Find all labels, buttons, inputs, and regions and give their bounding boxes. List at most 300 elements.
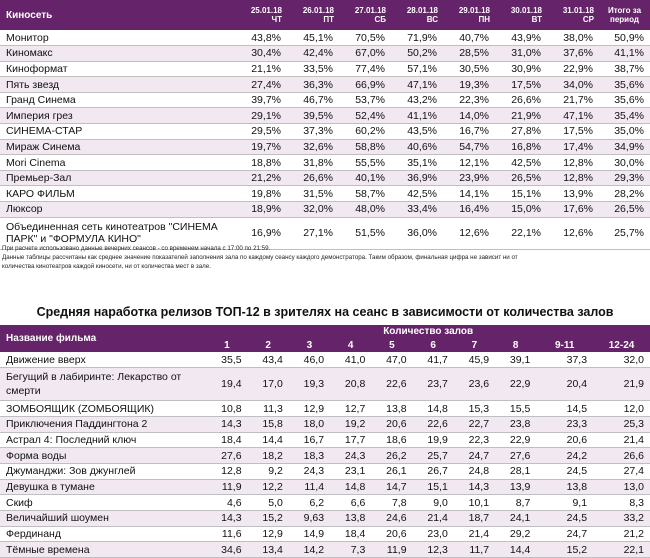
occupancy-cell: 31,5% [287, 186, 339, 202]
occupancy-cell: 22,9% [547, 61, 599, 77]
viewers-cell: 6,6 [330, 495, 371, 511]
viewers-cell: 35,5 [206, 352, 247, 368]
film-name: Величайший шоумен [0, 511, 206, 527]
occupancy-cell: 28,2% [599, 186, 650, 202]
occupancy-cell: 35,0% [599, 124, 650, 140]
occupancy-cell: 41,1% [391, 108, 443, 124]
column-header-halls: 3 [289, 338, 330, 352]
viewers-cell: 23,8 [495, 416, 536, 432]
table-row [0, 77, 650, 93]
table-row [0, 124, 650, 140]
viewers-cell: 26,2 [371, 448, 412, 464]
viewers-cell: 20,6 [536, 432, 593, 448]
viewers-cell: 13,8 [371, 401, 412, 417]
viewers-cell: 15,8 [248, 416, 289, 432]
table-row [0, 448, 650, 464]
occupancy-cell: 16,7% [443, 124, 495, 140]
viewers-cell: 7,8 [371, 495, 412, 511]
viewers-cell: 18,2 [248, 448, 289, 464]
viewers-cell: 10,8 [206, 401, 247, 417]
viewers-cell: 26,6 [593, 448, 650, 464]
viewers-cell: 14,8 [413, 401, 454, 417]
occupancy-cell: 54,7% [443, 139, 495, 155]
occupancy-cell: 57,1% [391, 61, 443, 77]
occupancy-cell: 34,0% [547, 77, 599, 93]
header-weekday: ВС [426, 15, 438, 24]
occupancy-cell: 38,7% [599, 61, 650, 77]
viewers-cell: 15,5 [495, 401, 536, 417]
occupancy-cell: 29,3% [599, 170, 650, 186]
note-line: Данные таблицы рассчитаны как среднее значение показателей заполнения зала по каждому сеансу каждого демонстратора. Таким образом, финальная цифра не зависит ни от [2, 254, 518, 261]
occupancy-cell: 12,8% [547, 170, 599, 186]
occupancy-cell: 29,5% [235, 124, 287, 140]
occupancy-cell: 21,9% [495, 108, 547, 124]
viewers-cell: 11,4 [289, 479, 330, 495]
viewers-cell: 14,3 [206, 416, 247, 432]
occupancy-cell: 14,0% [443, 108, 495, 124]
occupancy-cell: 27,8% [495, 124, 547, 140]
occupancy-cell: 35,6% [599, 77, 650, 93]
column-header-date [547, 0, 599, 30]
viewers-cell: 33,2 [593, 511, 650, 527]
occupancy-cell: 17,5% [495, 77, 547, 93]
viewers-cell: 8,3 [593, 495, 650, 511]
column-header-date [391, 0, 443, 30]
viewers-cell: 21,4 [413, 511, 454, 527]
viewers-cell: 28,1 [495, 463, 536, 479]
occupancy-cell: 30,5% [443, 61, 495, 77]
occupancy-cell: 32,6% [287, 139, 339, 155]
column-header-halls: 2 [248, 338, 289, 352]
occupancy-cell: 19,3% [443, 77, 495, 93]
occupancy-cell: 43,8% [235, 30, 287, 46]
viewers-cell: 13,0 [593, 479, 650, 495]
viewers-cell: 27,6 [495, 448, 536, 464]
viewers-cell: 14,3 [206, 511, 247, 527]
viewers-cell: 12,8 [206, 463, 247, 479]
table-row [0, 139, 650, 155]
column-header-halls: 7 [454, 338, 495, 352]
film-name: Скиф [0, 495, 206, 511]
viewers-cell: 23,7 [413, 368, 454, 401]
film-name: Джуманджи: Зов джунглей [0, 463, 206, 479]
viewers-cell: 13,4 [248, 542, 289, 558]
occupancy-cell: 37,3% [287, 124, 339, 140]
viewers-cell: 22,7 [454, 416, 495, 432]
occupancy-cell: 35,6% [599, 92, 650, 108]
viewers-cell: 6,2 [289, 495, 330, 511]
cinema-chain-name: Объединенная сеть кинотеатров "СИНЕМА ПАРК" и "ФОРМУЛА КИНО" [0, 217, 235, 249]
occupancy-cell: 36,9% [391, 170, 443, 186]
header-weekday: ПН [478, 15, 490, 24]
viewers-cell: 19,9 [413, 432, 454, 448]
occupancy-cell: 37,6% [547, 46, 599, 62]
column-header-halls: 4 [330, 338, 371, 352]
film-name: Движение вверх [0, 352, 206, 368]
cinema-occupancy-table [0, 0, 650, 250]
viewers-cell: 5,0 [248, 495, 289, 511]
table-row [0, 526, 650, 542]
occupancy-cell: 21,7% [547, 92, 599, 108]
occupancy-cell: 35,1% [391, 155, 443, 171]
column-group-halls: Количество залов [206, 325, 650, 338]
viewers-cell: 11,3 [248, 401, 289, 417]
viewers-cell: 18,4 [330, 526, 371, 542]
viewers-cell: 14,7 [371, 479, 412, 495]
column-header-halls: 8 [495, 338, 536, 352]
occupancy-cell: 30,4% [235, 46, 287, 62]
occupancy-cell: 52,4% [339, 108, 391, 124]
occupancy-cell: 45,1% [287, 30, 339, 46]
viewers-cell: 7,3 [330, 542, 371, 558]
occupancy-cell: 18,8% [235, 155, 287, 171]
occupancy-cell: 32,0% [287, 202, 339, 218]
column-header-date [287, 0, 339, 30]
viewers-cell: 24,5 [536, 463, 593, 479]
viewers-cell: 24,2 [536, 448, 593, 464]
table-row [0, 479, 650, 495]
viewers-cell: 18,6 [371, 432, 412, 448]
occupancy-cell: 42,5% [391, 186, 443, 202]
viewers-cell: 11,9 [206, 479, 247, 495]
viewers-cell: 11,6 [206, 526, 247, 542]
occupancy-cell: 39,5% [287, 108, 339, 124]
viewers-cell: 24,3 [289, 463, 330, 479]
occupancy-cell: 29,1% [235, 108, 287, 124]
occupancy-cell: 25,7% [599, 217, 650, 249]
occupancy-cell: 41,1% [599, 46, 650, 62]
viewers-cell: 22,1 [593, 542, 650, 558]
film-name: Тёмные времена [0, 542, 206, 558]
occupancy-cell: 16,4% [443, 202, 495, 218]
viewers-cell: 10,1 [454, 495, 495, 511]
film-name: Астрал 4: Последний ключ [0, 432, 206, 448]
viewers-cell: 20,8 [330, 368, 371, 401]
table-row [0, 30, 650, 46]
viewers-cell: 27,4 [593, 463, 650, 479]
viewers-cell: 4,6 [206, 495, 247, 511]
viewers-cell: 41,7 [413, 352, 454, 368]
table-row [0, 432, 650, 448]
release-halls-table [0, 325, 650, 558]
occupancy-cell: 58,7% [339, 186, 391, 202]
occupancy-cell: 26,5% [599, 202, 650, 218]
viewers-cell: 24,5 [536, 511, 593, 527]
table-row [0, 416, 650, 432]
viewers-cell: 13,9 [495, 479, 536, 495]
viewers-cell: 16,7 [289, 432, 330, 448]
viewers-cell: 18,3 [289, 448, 330, 464]
occupancy-cell: 12,8% [547, 155, 599, 171]
occupancy-cell: 12,1% [443, 155, 495, 171]
header-weekday: СР [582, 15, 594, 24]
viewers-cell: 25,3 [593, 416, 650, 432]
viewers-cell: 22,6 [413, 416, 454, 432]
viewers-cell: 15,2 [536, 542, 593, 558]
viewers-cell: 9,0 [413, 495, 454, 511]
table2-title: Средняя наработка релизов ТОП-12 в зрителях на сеанс в зависимости от количества залов [36, 305, 614, 319]
occupancy-cell: 18,9% [235, 202, 287, 218]
viewers-cell: 14,4 [495, 542, 536, 558]
viewers-cell: 18,0 [289, 416, 330, 432]
header-date: 29.01.18 [458, 6, 490, 15]
occupancy-cell: 17,5% [547, 124, 599, 140]
header-date: 28.01.18 [406, 6, 438, 15]
table-row [0, 202, 650, 218]
occupancy-cell: 13,9% [547, 186, 599, 202]
cinema-chain-name: Пять звезд [0, 77, 235, 93]
occupancy-cell: 36,0% [391, 217, 443, 249]
table-row [0, 46, 650, 62]
viewers-cell: 12,7 [330, 401, 371, 417]
viewers-cell: 25,7 [413, 448, 454, 464]
viewers-cell: 12,9 [289, 401, 330, 417]
occupancy-cell: 22,3% [443, 92, 495, 108]
viewers-cell: 46,0 [289, 352, 330, 368]
viewers-cell: 21,2 [593, 526, 650, 542]
viewers-cell: 12,2 [248, 479, 289, 495]
viewers-cell: 43,4 [248, 352, 289, 368]
viewers-cell: 22,9 [495, 368, 536, 401]
note-line: количества кинотеатров каждой киносети, ни от количества мест в зале. [2, 263, 211, 270]
header-date: 25.01.18 [250, 6, 282, 15]
film-name: Бегущий в лабиринте: Лекарство от смерти [0, 368, 206, 401]
viewers-cell: 14,8 [330, 479, 371, 495]
occupancy-cell: 31,0% [495, 46, 547, 62]
occupancy-cell: 19,7% [235, 139, 287, 155]
viewers-cell: 15,2 [248, 511, 289, 527]
occupancy-cell: 17,6% [547, 202, 599, 218]
occupancy-cell: 71,9% [391, 30, 443, 46]
occupancy-cell: 16,8% [495, 139, 547, 155]
occupancy-cell: 47,1% [547, 108, 599, 124]
table1-header-row [0, 0, 650, 30]
viewers-cell: 23,6 [454, 368, 495, 401]
occupancy-cell: 26,6% [287, 170, 339, 186]
cinema-chain-name: КАРО ФИЛЬМ [0, 186, 235, 202]
viewers-cell: 24,7 [454, 448, 495, 464]
occupancy-cell: 12,6% [547, 217, 599, 249]
occupancy-cell: 55,5% [339, 155, 391, 171]
cinema-chain-name: Киномакс [0, 46, 235, 62]
viewers-cell: 12,0 [593, 401, 650, 417]
viewers-cell: 11,9 [371, 542, 412, 558]
table-row [0, 108, 650, 124]
viewers-cell: 12,9 [248, 526, 289, 542]
occupancy-cell: 43,9% [495, 30, 547, 46]
occupancy-cell: 21,2% [235, 170, 287, 186]
column-header-date [443, 0, 495, 30]
cinema-chain-name: Монитор [0, 30, 235, 46]
table-row [0, 495, 650, 511]
viewers-cell: 24,6 [371, 511, 412, 527]
occupancy-cell: 16,9% [235, 217, 287, 249]
viewers-cell: 20,4 [536, 368, 593, 401]
column-header-date [339, 0, 391, 30]
table-row [0, 170, 650, 186]
occupancy-cell: 60,2% [339, 124, 391, 140]
occupancy-cell: 50,2% [391, 46, 443, 62]
table-row [0, 511, 650, 527]
occupancy-cell: 34,9% [599, 139, 650, 155]
cinema-chain-name: Мираж Синема [0, 139, 235, 155]
cinema-chain-name: Гранд Синема [0, 92, 235, 108]
occupancy-cell: 42,4% [287, 46, 339, 62]
viewers-cell: 13,8 [330, 511, 371, 527]
film-name: Приключения Паддингтона 2 [0, 416, 206, 432]
column-header-total: Итого за период [599, 0, 650, 30]
viewers-cell: 9,63 [289, 511, 330, 527]
viewers-cell: 45,9 [454, 352, 495, 368]
viewers-cell: 17,7 [330, 432, 371, 448]
viewers-cell: 26,1 [371, 463, 412, 479]
viewers-cell: 26,7 [413, 463, 454, 479]
header-date: 27.01.18 [354, 6, 386, 15]
viewers-cell: 47,0 [371, 352, 412, 368]
viewers-cell: 27,6 [206, 448, 247, 464]
occupancy-cell: 15,0% [495, 202, 547, 218]
occupancy-cell: 42,5% [495, 155, 547, 171]
occupancy-cell: 27,4% [235, 77, 287, 93]
film-name: ЗОМБОЯЩИК (ZОМБОЯЩИК) [0, 401, 206, 417]
cinema-chain-name: Премьер-Зал [0, 170, 235, 186]
viewers-cell: 22,6 [371, 368, 412, 401]
viewers-cell: 18,7 [454, 511, 495, 527]
occupancy-cell: 66,9% [339, 77, 391, 93]
column-header-date [235, 0, 287, 30]
column-header-halls: 6 [413, 338, 454, 352]
occupancy-cell: 77,4% [339, 61, 391, 77]
note-line: При расчете использовано данные вечерних сеансов - со временем начала с 17:00 по 21:59. [2, 245, 271, 252]
viewers-cell: 39,1 [495, 352, 536, 368]
table-row [0, 542, 650, 558]
table-row [0, 401, 650, 417]
occupancy-cell: 67,0% [339, 46, 391, 62]
occupancy-cell: 33,4% [391, 202, 443, 218]
viewers-cell: 11,7 [454, 542, 495, 558]
header-weekday: ЧТ [271, 15, 282, 24]
column-header-halls: 1 [206, 338, 247, 352]
occupancy-cell: 46,7% [287, 92, 339, 108]
viewers-cell: 23,1 [330, 463, 371, 479]
header-weekday: ВТ [531, 15, 542, 24]
table-row [0, 186, 650, 202]
table-row [0, 92, 650, 108]
table-row [0, 463, 650, 479]
occupancy-cell: 38,0% [547, 30, 599, 46]
header-date: 31.01.18 [562, 6, 594, 15]
occupancy-cell: 14,1% [443, 186, 495, 202]
occupancy-cell: 28,5% [443, 46, 495, 62]
occupancy-cell: 12,6% [443, 217, 495, 249]
table-row [0, 61, 650, 77]
occupancy-cell: 53,7% [339, 92, 391, 108]
viewers-cell: 22,3 [454, 432, 495, 448]
occupancy-cell: 70,5% [339, 30, 391, 46]
column-header-halls: 9-11 [536, 338, 593, 352]
viewers-cell: 24,3 [330, 448, 371, 464]
cinema-chain-name: Люксор [0, 202, 235, 218]
occupancy-cell: 19,8% [235, 186, 287, 202]
viewers-cell: 24,8 [454, 463, 495, 479]
cinema-chain-name: СИНЕМА-СТАР [0, 124, 235, 140]
occupancy-cell: 58,8% [339, 139, 391, 155]
viewers-cell: 14,3 [454, 479, 495, 495]
viewers-cell: 21,4 [593, 432, 650, 448]
viewers-cell: 21,9 [593, 368, 650, 401]
header-weekday: ПТ [323, 15, 334, 24]
header-weekday: СБ [374, 15, 386, 24]
viewers-cell: 24,1 [495, 511, 536, 527]
viewers-cell: 9,2 [248, 463, 289, 479]
viewers-cell: 14,9 [289, 526, 330, 542]
film-name: Форма воды [0, 448, 206, 464]
viewers-cell: 20,6 [371, 416, 412, 432]
viewers-cell: 29,2 [495, 526, 536, 542]
occupancy-cell: 23,9% [443, 170, 495, 186]
occupancy-cell: 47,1% [391, 77, 443, 93]
table-row [0, 352, 650, 368]
viewers-cell: 14,2 [289, 542, 330, 558]
occupancy-cell: 48,0% [339, 202, 391, 218]
occupancy-cell: 27,1% [287, 217, 339, 249]
cinema-chain-name: Империя грез [0, 108, 235, 124]
column-header-cinema-chain: Киносеть [0, 0, 235, 30]
occupancy-cell: 21,1% [235, 61, 287, 77]
occupancy-cell: 17,4% [547, 139, 599, 155]
table2-header-row [0, 325, 650, 338]
occupancy-cell: 50,9% [599, 30, 650, 46]
viewers-cell: 14,5 [536, 401, 593, 417]
viewers-cell: 21,4 [454, 526, 495, 542]
occupancy-cell: 40,6% [391, 139, 443, 155]
viewers-cell: 20,6 [371, 526, 412, 542]
occupancy-cell: 35,4% [599, 108, 650, 124]
viewers-cell: 18,4 [206, 432, 247, 448]
viewers-cell: 34,6 [206, 542, 247, 558]
viewers-cell: 19,3 [289, 368, 330, 401]
header-date: 30.01.18 [510, 6, 542, 15]
viewers-cell: 22,9 [495, 432, 536, 448]
viewers-cell: 15,1 [413, 479, 454, 495]
viewers-cell: 14,4 [248, 432, 289, 448]
occupancy-cell: 33,5% [287, 61, 339, 77]
viewers-cell: 41,0 [330, 352, 371, 368]
viewers-cell: 37,3 [536, 352, 593, 368]
viewers-cell: 17,0 [248, 368, 289, 401]
occupancy-cell: 26,6% [495, 92, 547, 108]
occupancy-cell: 43,5% [391, 124, 443, 140]
occupancy-cell: 51,5% [339, 217, 391, 249]
column-header-halls: 12-24 [593, 338, 650, 352]
viewers-cell: 23,0 [413, 526, 454, 542]
table-row [0, 155, 650, 171]
table-row [0, 368, 650, 401]
column-header-date [495, 0, 547, 30]
viewers-cell: 8,7 [495, 495, 536, 511]
occupancy-cell: 36,3% [287, 77, 339, 93]
column-header-halls: 5 [371, 338, 412, 352]
occupancy-cell: 26,5% [495, 170, 547, 186]
viewers-cell: 23,3 [536, 416, 593, 432]
occupancy-cell: 40,7% [443, 30, 495, 46]
cinema-chain-name: Mori Cinema [0, 155, 235, 171]
column-header-film: Название фильма [0, 325, 206, 352]
occupancy-cell: 31,8% [287, 155, 339, 171]
occupancy-cell: 30,9% [495, 61, 547, 77]
occupancy-cell: 30,0% [599, 155, 650, 171]
occupancy-cell: 15,1% [495, 186, 547, 202]
